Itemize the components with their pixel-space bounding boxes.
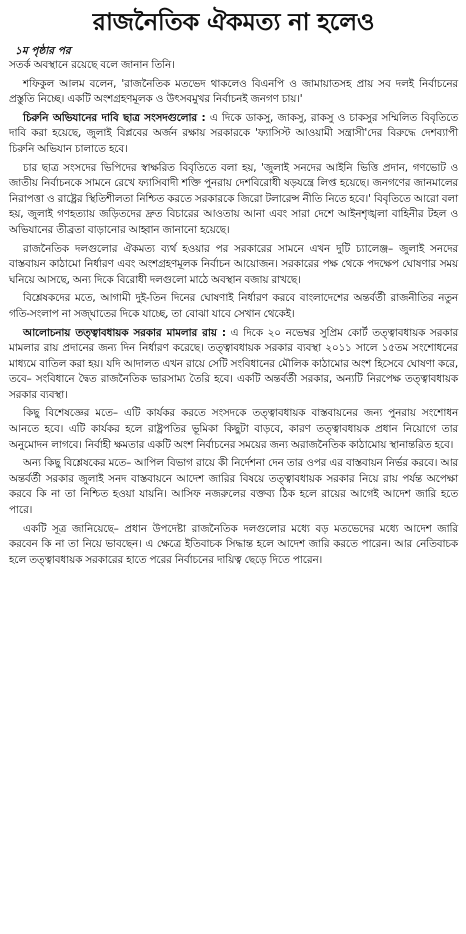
paragraph-text: বিশ্লেষকদের মতে, আগামী দুই-তিন দিনের ঘোষণাই নির্ধারণ করবে বাংলাদেশের অন্তর্বর্তী রাজনীতির নতুন গতি-সংলাপ না সজ্ঘাতের দিকে যাচ্ছে, তা বোঝা যাবে সেখান থেকেই। xyxy=(9,292,458,320)
paragraph-text: এ দিকে ২০ নভেম্বর সুপ্রিম কোর্ট তত্ত্বাবধায়ক সরকার মামলার রায় প্রদানের জন্য দিন নির্ধারণ করেছে। তত্ত্বাবধায়ক সরকার ব্যবস্থা ২০১১ সালে ১৫তম সংশোধনের মাধ্যমে বাতিল করা হয়। যদি আদালত এখন রায়ে সেটি সংবিধানের মৌলিক কাঠামোর অংশ হিসেবে ঘোষণা করে, তবে– সংবিধানে দ্বৈত রাজনৈতিক ভারসাম্য তৈরি হবে। একটি অন্তর্বর্তী সরকার, অন্যটি নিরপেক্ষ তত্ত্বাবধায়ক সরকার ব্যবস্থা। xyxy=(9,326,459,401)
paragraph-text: রাজনৈতিক দলগুলোর ঐকমত্য ব্যর্থ হওয়ার পর সরকারের সামনে এখন দুটি চ্যালেঞ্জ– জুলাই সনদের বাস্তবায়ন কাঠামো নির্ধারণ এবং অংশগ্রহণমূলক নির্বাচন আয়োজন। সরকারের পক্ষ থেকে পদক্ষেপ ঘোষণার সময় ঘনিয়ে আসছে, অন্য দিকে বিরোধী দলগুলো মাঠে অবস্থান বজায় রাখছে। xyxy=(9,242,458,286)
article-paragraph xyxy=(9,242,458,289)
section-subhead: আলোচনায় তত্ত্বাবধায়ক সরকার মামলার রায় : xyxy=(23,326,226,339)
article-paragraph xyxy=(9,522,458,569)
article-paragraph xyxy=(9,58,458,74)
article-paragraph xyxy=(9,326,458,404)
article-body xyxy=(9,58,458,568)
paragraph-text: অন্য কিছু বিশ্লেষকের মতে– আপিল বিভাগ রায়ে কী নির্দেশনা দেন তার ওপর এর বাস্তবায়ন নির্ভর করবে। আর অন্তর্বর্তী সরকার জুলাই সনদ বাস্তবায়নে আদেশ জারির বিষয়ে তত্ত্বাবধায়ক সরকার নিয়ে রায় পর্যন্ত অপেক্ষা করবে কি না তা নিশ্চিত হওয়া যায়নি। আসিফ নজরুলের বক্তব্য ঠিক হলে রায়ের আগেই আদেশ জারি হতে পারে। xyxy=(9,457,458,517)
article-paragraph xyxy=(9,406,458,453)
paragraph-text: একটি সূত্র জানিয়েছে– প্রধান উপদেষ্টা রাজনৈতিক দলগুলোর মধ্যে বড় মতভেদের মধ্যে আদেশ জারি করবেন কি না তা নিয়ে ভাবছেন। এ ক্ষেত্রে ইতিবাচক সিদ্ধান্ত হলে আদেশ জারি করতে পারেন। আর নেতিবাচক হলে তত্ত্বাবধায়ক সরকারের হাতে পরের নির্বাচনের দায়িত্ব ছেড়ে দিতে পারেন। xyxy=(9,522,458,566)
article-paragraph xyxy=(9,456,458,518)
paragraph-text: এ দিকে ডাকসু, জাকসু, রাকসু ও চাকসুর সম্মিলিত বিবৃতিতে দাবি করা হয়েছে, জুলাই বিপ্লবের অর্জন রক্ষায় সরকারকে 'ফ্যাসিস্ট আওয়ামী সন্ত্রাসী'দের বিরুদ্ধে দেশব্যাপী চিরুনি অভিযান চালাতে হবে। xyxy=(9,111,458,155)
continued-from-label: ১ম পৃষ্ঠার পর xyxy=(15,45,71,57)
paragraph-text: চার ছাত্র সংসদের ভিপিদের স্বাক্ষরিত বিবৃতিতে বলা হয়, 'জুলাই সনদের আইনি ভিত্তি প্রদান, গণভোট ও জাতীয় নির্বাচনকে সামনে রেখে ফ্যাসিবাদী শক্তি পুনরায় দেশবিরোধী ষড়যন্ত্রে লিপ্ত হয়েছে। জনগণের জানমালের নিরাপত্তা ও রাষ্ট্রের স্থিতিশীলতা নিশ্চিত করতে সরকারকে জিরো টলারেন্স নীতি নিতে হবে।' বিবৃতিতে আরো বলা হয়, জুলাই গণহত্যায় জড়িতদের দ্রুত বিচারের আওতায় আনা এবং সারা দেশে আইনশৃঙ্খলা বাহিনীর টহল ও অভিযানের তীব্রতা বাড়ানোর আহ্বান জানানো হয়েছে। xyxy=(9,161,458,236)
paragraph-text: কিছু বিশেষজ্ঞের মতে– এটি কার্যকর করতে সংসদকে তত্ত্বাবধায়ক বাস্তবায়নের জন্য পুনরায় সংশোধন আনতে হবে। এটি কার্যকর হলে রাষ্ট্রপতির ভূমিকা কিছুটা বাড়বে, কারণ তত্ত্বাবধায়ক প্রধান নিয়োগে তার অনুমোদন লাগবে। নির্বাহী ক্ষমতার একটি অংশ নির্বাচনের সময়ের জন্য অরাজনৈতিক কাঠামোয় স্থানান্তরিত হবে। xyxy=(9,407,458,451)
article-paragraph xyxy=(9,77,458,108)
article-paragraph xyxy=(9,161,458,239)
paragraph-text: সতর্ক অবস্থানে রয়েছে বলে জানান তিনি। xyxy=(9,59,175,71)
section-subhead: চিরুনি অভিযানের দাবি ছাত্র সংসদগুলোর : xyxy=(23,111,206,124)
article-paragraph xyxy=(9,291,458,322)
headline: রাজনৈতিক ঐকমত্য না হলেও xyxy=(92,7,375,36)
article-paragraph xyxy=(9,111,458,158)
paragraph-text: শফিকুল আলম বলেন, 'রাজনৈতিক মতভেদ থাকলেও বিএনপি ও জামায়াতসহ প্রায় সব দলই নির্বাচনের প্রস্তুতি নিচ্ছে। একটি অংশগ্রহণমূলক ও উৎসবমুখর নির্বাচনই জনগণ চায়।' xyxy=(9,77,458,106)
